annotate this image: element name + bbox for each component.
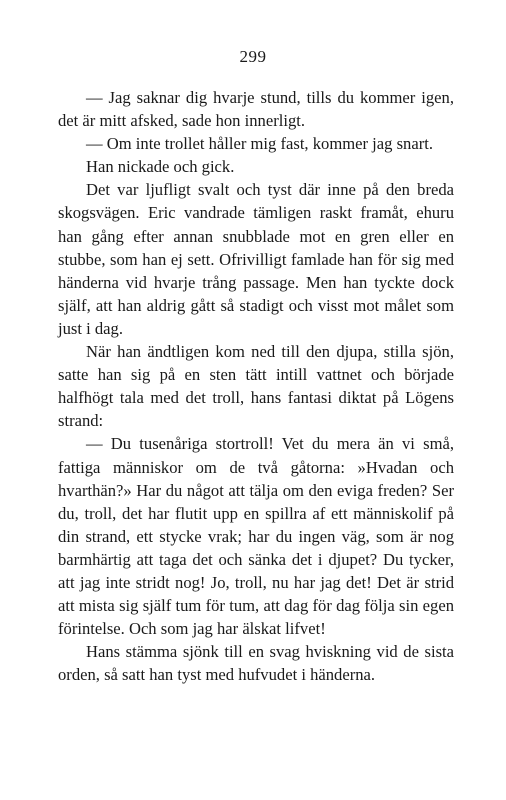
body-text — [58, 86, 454, 686]
paragraph-reply: — Om inte trollet håller mig fast, kommer jag snart. — [86, 134, 434, 154]
paragraph-lake: När han ändtligen kom ned till den djupa, stilla sjön, satte han sig på en sten tätt intill vattnet och började halfhögt tala med det troll, hans fantasi diktat på Lögens strand: — [58, 342, 454, 431]
paragraph-farewell: — Jag saknar dig hvarje stund, tills du kommer igen, det är mitt afsked, sade hon innerligt. — [58, 88, 454, 131]
page-number: 299 — [239, 47, 267, 66]
paragraph-forest-road: Det var ljufligt svalt och tyst där inne på den breda skogsvägen. Eric vandrade tämligen raskt framåt, ehuru han gång efter annan snubblade mot en gren eller en stubbe, som han ej sett. Ofrivilligt famlade han för sig med händerna vid hvarje trång passage. Men han tyckte dock själf, att han aldrig gått så stadigt och visst mot målet som just i dag. — [58, 180, 454, 338]
paragraph-troll-speech: — Du tusenåriga stortroll! Vet du mera än vi små, fattiga människor om de två gåtorna: »Hvadan och hvarthän?» Har du något att tälja om den eviga freden? Ser du, troll, det har flutit upp en spillra af ett människolif på din strand, ett stycke vrak; har du ingen väg, som är nog barmhärtig att taga det och sänka det i djupet? Du tycker, att jag inte stridt nog! Jo, troll, nu har jag det! Det är strid att mista sig själf tum för tum, att dag för dag följa sin egen förintelse. Och som jag har älskat lifvet! — [58, 434, 454, 639]
paragraph-nod: Han nickade och gick. — [86, 157, 235, 177]
paragraph-whisper: Hans stämma sjönk till en svag hviskning vid de sista orden, så satt han tyst med hufvudet i händerna. — [58, 642, 454, 685]
